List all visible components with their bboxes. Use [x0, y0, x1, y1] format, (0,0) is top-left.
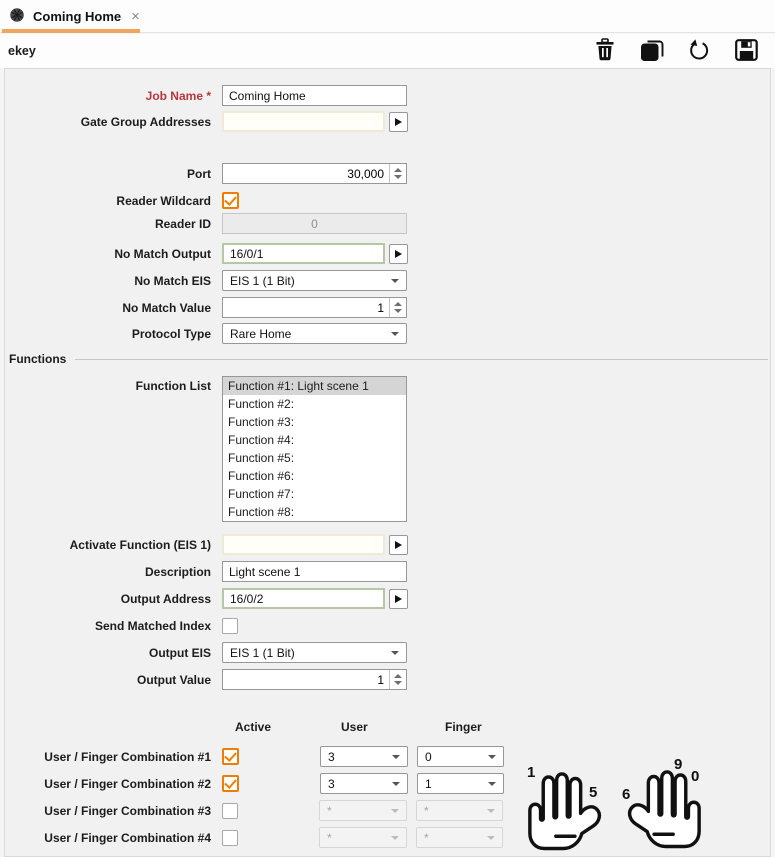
combination-3-label: User / Finger Combination #3	[44, 803, 211, 818]
no-match-value-spinner	[222, 297, 407, 318]
description-label: Description	[144, 564, 211, 579]
undo-icon	[687, 38, 711, 65]
right-arrow-icon	[395, 118, 402, 126]
port-spin-buttons[interactable]	[389, 164, 406, 183]
gate-group-addresses-picker-button[interactable]	[389, 112, 408, 132]
function-listbox[interactable]	[222, 376, 407, 522]
combination-column-headers	[5, 720, 770, 736]
toolbar	[0, 34, 775, 68]
chevron-down-icon	[487, 836, 495, 840]
functions-section-header	[5, 351, 770, 367]
user-column-header: User	[341, 720, 368, 734]
output-value-label: Output Value	[136, 672, 211, 687]
reader-wildcard-checkbox[interactable]	[222, 192, 239, 209]
finger-number-9: 9	[674, 756, 683, 773]
no-match-output-input[interactable]	[222, 243, 385, 264]
finger-column-header: Finger	[445, 720, 482, 734]
port-input[interactable]	[223, 164, 389, 183]
output-value-spin-buttons[interactable]	[389, 670, 406, 689]
combination-4-active-checkbox[interactable]	[222, 830, 238, 846]
chevron-down-icon	[392, 755, 400, 759]
spin-down-icon	[394, 175, 402, 179]
combination-2-label: User / Finger Combination #2	[44, 776, 211, 791]
save-button[interactable]	[733, 39, 759, 63]
tab-close-icon[interactable]: ×	[131, 8, 140, 25]
combination-3-active-checkbox[interactable]	[222, 803, 238, 819]
job-name-input[interactable]	[222, 85, 407, 106]
output-value-spinner	[222, 669, 407, 690]
job-config-panel	[4, 68, 771, 857]
tab-title: Coming Home	[33, 9, 122, 24]
right-arrow-icon	[395, 541, 402, 549]
list-item[interactable]: Function #5:	[228, 451, 295, 465]
output-value-input[interactable]	[223, 670, 389, 689]
tab-bar	[0, 0, 775, 33]
no-match-output-picker-button[interactable]	[389, 244, 408, 264]
list-item[interactable]: Function #8:	[228, 505, 295, 519]
no-match-eis-label: No Match EIS	[134, 273, 211, 288]
output-address-input[interactable]	[222, 588, 385, 609]
chevron-down-icon	[391, 279, 399, 283]
chevron-down-icon	[488, 755, 496, 759]
combination-1-user-select[interactable]: 3	[320, 746, 408, 767]
page-title: ekey	[8, 44, 36, 58]
output-address-label: Output Address	[120, 591, 211, 606]
no-match-value-spin-buttons[interactable]	[389, 298, 406, 317]
chevron-down-icon	[392, 782, 400, 786]
chevron-down-icon	[391, 651, 399, 655]
left-hand-icon	[523, 762, 607, 854]
gate-group-addresses-input[interactable]	[222, 111, 385, 132]
finger-number-6: 6	[622, 786, 631, 803]
right-arrow-icon	[395, 595, 402, 603]
list-item[interactable]: Function #2:	[228, 397, 295, 411]
list-item[interactable]: Function #6:	[228, 469, 295, 483]
list-item[interactable]: Function #7:	[228, 487, 295, 501]
send-matched-index-checkbox[interactable]	[222, 618, 238, 634]
save-icon	[735, 39, 758, 64]
combination-3-finger-select: *	[416, 800, 503, 821]
combination-2-active-checkbox[interactable]	[222, 775, 239, 792]
no-match-eis-select[interactable]: EIS 1 (1 Bit)	[222, 270, 407, 291]
activate-function-label: Activate Function (EIS 1)	[69, 537, 211, 552]
output-eis-label: Output EIS	[149, 645, 211, 660]
output-eis-select[interactable]: EIS 1 (1 Bit)	[222, 642, 407, 663]
job-icon	[9, 7, 25, 26]
delete-button[interactable]	[592, 39, 618, 63]
port-label: Port	[187, 166, 211, 181]
combination-4-label: User / Finger Combination #4	[44, 830, 211, 845]
combination-4-finger-select: *	[416, 827, 503, 848]
list-item[interactable]: Function #1: Light scene 1	[223, 377, 406, 395]
gate-group-addresses-label: Gate Group Addresses	[80, 114, 211, 129]
combination-1-label: User / Finger Combination #1	[44, 749, 211, 764]
combination-2-finger-select[interactable]: 1	[417, 773, 504, 794]
list-item[interactable]: Function #3:	[228, 415, 295, 429]
finger-number-1: 1	[527, 764, 536, 781]
combination-1-active-checkbox[interactable]	[222, 748, 239, 765]
description-input[interactable]	[222, 561, 407, 582]
right-arrow-icon	[395, 250, 402, 258]
chevron-down-icon	[488, 782, 496, 786]
copy-icon	[639, 38, 665, 65]
finger-numbering-diagram	[515, 750, 725, 857]
no-match-output-label: No Match Output	[114, 246, 211, 261]
reader-id-input	[222, 213, 407, 234]
activate-function-picker-button[interactable]	[389, 535, 408, 555]
spin-down-icon	[394, 681, 402, 685]
active-tab-indicator	[2, 29, 140, 33]
chevron-down-icon	[391, 836, 399, 840]
chevron-down-icon	[391, 332, 399, 336]
spin-down-icon	[394, 309, 402, 313]
section-divider	[75, 359, 768, 360]
trash-icon	[595, 38, 615, 64]
no-match-value-label: No Match Value	[122, 300, 211, 315]
job-name-label: Job Name *	[145, 88, 211, 103]
active-column-header: Active	[235, 720, 272, 734]
chevron-down-icon	[391, 809, 399, 813]
reset-button[interactable]	[686, 39, 712, 63]
duplicate-button[interactable]	[639, 39, 665, 63]
activate-function-input[interactable]	[222, 534, 385, 555]
no-match-value-input[interactable]	[223, 298, 389, 317]
combination-4-user-select: *	[319, 827, 407, 848]
spin-up-icon	[394, 674, 402, 678]
combination-3-user-select: *	[319, 800, 407, 821]
port-spinner	[222, 163, 407, 184]
protocol-type-label: Protocol Type	[131, 326, 211, 341]
send-matched-index-label: Send Matched Index	[94, 618, 211, 633]
protocol-type-select[interactable]: Rare Home	[222, 323, 407, 344]
finger-number-5: 5	[589, 784, 598, 801]
combination-1-finger-select[interactable]: 0	[417, 746, 504, 767]
list-item[interactable]: Function #4:	[228, 433, 295, 447]
reader-id-label: Reader ID	[154, 216, 211, 231]
spin-up-icon	[394, 302, 402, 306]
functions-section-label: Functions	[9, 352, 67, 366]
finger-number-0: 0	[691, 768, 700, 785]
spin-up-icon	[394, 168, 402, 172]
function-list-label: Function List	[135, 379, 211, 393]
combination-2-user-select[interactable]: 3	[320, 773, 408, 794]
output-address-picker-button[interactable]	[389, 589, 408, 609]
chevron-down-icon	[487, 809, 495, 813]
reader-wildcard-label: Reader Wildcard	[116, 193, 211, 208]
